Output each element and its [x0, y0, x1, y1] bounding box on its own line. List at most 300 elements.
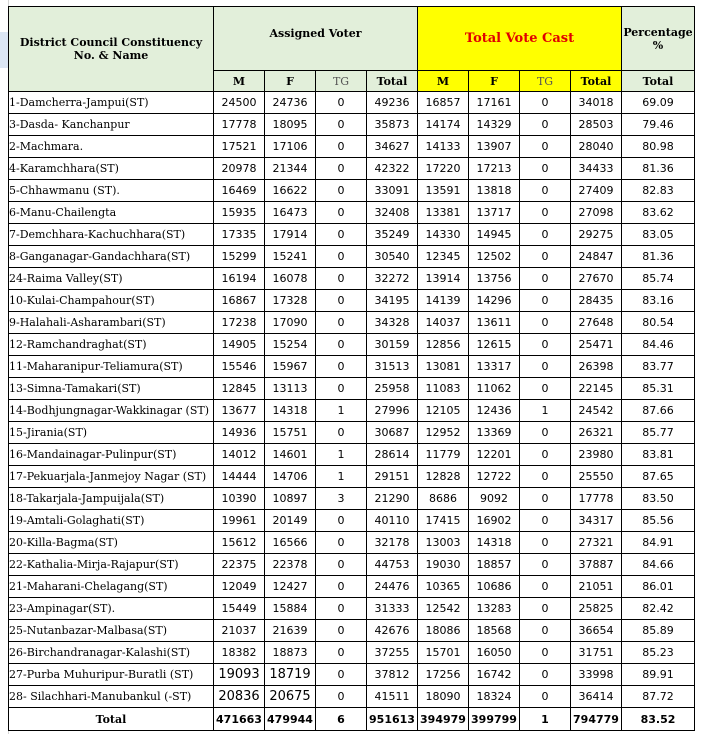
assigned-total-cell[interactable]: 32272: [367, 268, 418, 290]
assigned-f-cell[interactable]: 12427: [265, 576, 316, 598]
assigned-m-cell[interactable]: 20978: [214, 158, 265, 180]
cast-m-cell[interactable]: 12828: [418, 466, 469, 488]
percentage-cell[interactable]: 83.50: [622, 488, 695, 510]
cast-m-cell[interactable]: 17415: [418, 510, 469, 532]
assigned-total-cell[interactable]: 30687: [367, 422, 418, 444]
cast-tg-cell[interactable]: 0: [520, 290, 571, 312]
cast-tg-cell[interactable]: 0: [520, 158, 571, 180]
cast-m-cell[interactable]: 11779: [418, 444, 469, 466]
total-percentage[interactable]: 83.52: [622, 708, 695, 731]
cast-m-cell[interactable]: 13003: [418, 532, 469, 554]
cast-tg-cell[interactable]: 1: [520, 400, 571, 422]
constituency-name-cell[interactable]: 28- Silachhari-Manubankul (-ST): [9, 686, 214, 708]
assigned-total-cell[interactable]: 34627: [367, 136, 418, 158]
constituency-name-cell[interactable]: 3-Dasda- Kanchanpur: [9, 114, 214, 136]
cast-m-cell[interactable]: 14037: [418, 312, 469, 334]
assigned-f-cell[interactable]: 20675: [265, 686, 316, 708]
percentage-cell[interactable]: 85.74: [622, 268, 695, 290]
constituency-name-cell[interactable]: 6-Manu-Chailengta: [9, 202, 214, 224]
cast-m-cell[interactable]: 14139: [418, 290, 469, 312]
cast-total-cell[interactable]: 31751: [571, 642, 622, 664]
assigned-f-cell[interactable]: 15884: [265, 598, 316, 620]
assigned-total-cell[interactable]: 30159: [367, 334, 418, 356]
assigned-f-cell[interactable]: 14318: [265, 400, 316, 422]
subheader-cast-total[interactable]: Total: [571, 71, 622, 92]
cast-f-cell[interactable]: 12201: [469, 444, 520, 466]
assigned-f-cell[interactable]: 24736: [265, 92, 316, 114]
cast-f-cell[interactable]: 13369: [469, 422, 520, 444]
cast-total-cell[interactable]: 34018: [571, 92, 622, 114]
assigned-total-cell[interactable]: 41511: [367, 686, 418, 708]
assigned-m-cell[interactable]: 12049: [214, 576, 265, 598]
percentage-cell[interactable]: 85.77: [622, 422, 695, 444]
constituency-name-cell[interactable]: 22-Kathalia-Mirja-Rajapur(ST): [9, 554, 214, 576]
percentage-cell[interactable]: 80.98: [622, 136, 695, 158]
cast-tg-cell[interactable]: 0: [520, 532, 571, 554]
cast-m-cell[interactable]: 12952: [418, 422, 469, 444]
assigned-tg-cell[interactable]: 0: [316, 312, 367, 334]
assigned-m-cell[interactable]: 14936: [214, 422, 265, 444]
cast-m-cell[interactable]: 14133: [418, 136, 469, 158]
constituency-name-cell[interactable]: 8-Ganganagar-Gandachhara(ST): [9, 246, 214, 268]
cast-total-cell[interactable]: 27409: [571, 180, 622, 202]
assigned-f-cell[interactable]: 15967: [265, 356, 316, 378]
assigned-tg-cell[interactable]: 0: [316, 334, 367, 356]
cast-m-cell[interactable]: 13081: [418, 356, 469, 378]
assigned-tg-cell[interactable]: 0: [316, 686, 367, 708]
cast-total-cell[interactable]: 27670: [571, 268, 622, 290]
percentage-cell[interactable]: 83.77: [622, 356, 695, 378]
assigned-m-cell[interactable]: 15612: [214, 532, 265, 554]
cast-f-cell[interactable]: 16902: [469, 510, 520, 532]
assigned-m-cell[interactable]: 24500: [214, 92, 265, 114]
constituency-name-cell[interactable]: 4-Karamchhara(ST): [9, 158, 214, 180]
cast-m-cell[interactable]: 18086: [418, 620, 469, 642]
assigned-m-cell[interactable]: 19093: [214, 664, 265, 686]
cast-tg-cell[interactable]: 0: [520, 224, 571, 246]
assigned-tg-cell[interactable]: 0: [316, 664, 367, 686]
assigned-total-cell[interactable]: 42676: [367, 620, 418, 642]
assigned-f-cell[interactable]: 16566: [265, 532, 316, 554]
assigned-m-cell[interactable]: 17335: [214, 224, 265, 246]
assigned-total-cell[interactable]: 37255: [367, 642, 418, 664]
assigned-total-cell[interactable]: 32408: [367, 202, 418, 224]
assigned-tg-cell[interactable]: 0: [316, 202, 367, 224]
assigned-tg-cell[interactable]: 0: [316, 136, 367, 158]
assigned-tg-cell[interactable]: 0: [316, 158, 367, 180]
assigned-total-cell[interactable]: 21290: [367, 488, 418, 510]
cast-tg-cell[interactable]: 0: [520, 510, 571, 532]
assigned-m-cell[interactable]: 14444: [214, 466, 265, 488]
assigned-f-cell[interactable]: 16473: [265, 202, 316, 224]
assigned-m-cell[interactable]: 14012: [214, 444, 265, 466]
assigned-total-cell[interactable]: 34328: [367, 312, 418, 334]
assigned-m-cell[interactable]: 10390: [214, 488, 265, 510]
cast-m-cell[interactable]: 13914: [418, 268, 469, 290]
assigned-m-cell[interactable]: 17521: [214, 136, 265, 158]
cast-m-cell[interactable]: 14330: [418, 224, 469, 246]
assigned-f-cell[interactable]: 17106: [265, 136, 316, 158]
assigned-m-cell[interactable]: 16867: [214, 290, 265, 312]
assigned-tg-cell[interactable]: 0: [316, 268, 367, 290]
cast-total-cell[interactable]: 28040: [571, 136, 622, 158]
cast-tg-cell[interactable]: 0: [520, 136, 571, 158]
assigned-tg-cell[interactable]: 0: [316, 378, 367, 400]
assigned-m-cell[interactable]: 13677: [214, 400, 265, 422]
percentage-cell[interactable]: 84.46: [622, 334, 695, 356]
assigned-tg-cell[interactable]: 3: [316, 488, 367, 510]
cast-total-cell[interactable]: 25550: [571, 466, 622, 488]
percentage-cell[interactable]: 83.81: [622, 444, 695, 466]
assigned-m-cell[interactable]: 16194: [214, 268, 265, 290]
constituency-name-cell[interactable]: 23-Ampinagar(ST).: [9, 598, 214, 620]
assigned-m-cell[interactable]: 20836: [214, 686, 265, 708]
assigned-m-cell[interactable]: 15299: [214, 246, 265, 268]
cast-m-cell[interactable]: 19030: [418, 554, 469, 576]
cast-f-cell[interactable]: 13907: [469, 136, 520, 158]
assigned-tg-cell[interactable]: 0: [316, 642, 367, 664]
total-cast-m[interactable]: 394979: [418, 708, 469, 731]
assigned-total-cell[interactable]: 34195: [367, 290, 418, 312]
assigned-total-cell[interactable]: 24476: [367, 576, 418, 598]
percentage-cell[interactable]: 81.36: [622, 246, 695, 268]
cast-m-cell[interactable]: 12542: [418, 598, 469, 620]
cast-f-cell[interactable]: 18857: [469, 554, 520, 576]
cast-total-cell[interactable]: 25471: [571, 334, 622, 356]
assigned-total-cell[interactable]: 40110: [367, 510, 418, 532]
assigned-tg-cell[interactable]: 0: [316, 290, 367, 312]
cast-f-cell[interactable]: 13717: [469, 202, 520, 224]
assigned-f-cell[interactable]: 15241: [265, 246, 316, 268]
cast-m-cell[interactable]: 8686: [418, 488, 469, 510]
assigned-tg-cell[interactable]: 0: [316, 510, 367, 532]
cast-f-cell[interactable]: 13317: [469, 356, 520, 378]
assigned-total-cell[interactable]: 42322: [367, 158, 418, 180]
assigned-f-cell[interactable]: 18719: [265, 664, 316, 686]
cast-m-cell[interactable]: 15701: [418, 642, 469, 664]
subheader-assigned-f[interactable]: F: [265, 71, 316, 92]
assigned-f-cell[interactable]: 13113: [265, 378, 316, 400]
cast-tg-cell[interactable]: 0: [520, 554, 571, 576]
percentage-cell[interactable]: 89.91: [622, 664, 695, 686]
assigned-total-cell[interactable]: 28614: [367, 444, 418, 466]
cast-f-cell[interactable]: 13818: [469, 180, 520, 202]
cast-f-cell[interactable]: 16742: [469, 664, 520, 686]
cast-total-cell[interactable]: 26321: [571, 422, 622, 444]
assigned-f-cell[interactable]: 21639: [265, 620, 316, 642]
assigned-m-cell[interactable]: 22375: [214, 554, 265, 576]
assigned-m-cell[interactable]: 18382: [214, 642, 265, 664]
assigned-tg-cell[interactable]: 0: [316, 224, 367, 246]
constituency-name-cell[interactable]: 7-Demchhara-Kachuchhara(ST): [9, 224, 214, 246]
cast-total-cell[interactable]: 24542: [571, 400, 622, 422]
percentage-cell[interactable]: 85.56: [622, 510, 695, 532]
cast-total-cell[interactable]: 34433: [571, 158, 622, 180]
percentage-cell[interactable]: 82.42: [622, 598, 695, 620]
cast-total-cell[interactable]: 37887: [571, 554, 622, 576]
cast-m-cell[interactable]: 12856: [418, 334, 469, 356]
constituency-name-cell[interactable]: 15-Jirania(ST): [9, 422, 214, 444]
cast-m-cell[interactable]: 13381: [418, 202, 469, 224]
assigned-tg-cell[interactable]: 0: [316, 422, 367, 444]
cast-tg-cell[interactable]: 0: [520, 246, 571, 268]
cast-total-cell[interactable]: 36654: [571, 620, 622, 642]
cast-total-cell[interactable]: 24847: [571, 246, 622, 268]
constituency-name-cell[interactable]: 17-Pekuarjala-Janmejoy Nagar (ST): [9, 466, 214, 488]
assigned-tg-cell[interactable]: 0: [316, 356, 367, 378]
cast-f-cell[interactable]: 17161: [469, 92, 520, 114]
assigned-total-cell[interactable]: 44753: [367, 554, 418, 576]
assigned-total-cell[interactable]: 27996: [367, 400, 418, 422]
assigned-f-cell[interactable]: 14601: [265, 444, 316, 466]
percentage-cell[interactable]: 85.23: [622, 642, 695, 664]
total-assigned-tg[interactable]: 6: [316, 708, 367, 731]
assigned-f-cell[interactable]: 14706: [265, 466, 316, 488]
assigned-tg-cell[interactable]: 0: [316, 554, 367, 576]
assigned-total-cell[interactable]: 35873: [367, 114, 418, 136]
constituency-name-cell[interactable]: 16-Mandainagar-Pulinpur(ST): [9, 444, 214, 466]
cast-tg-cell[interactable]: 0: [520, 312, 571, 334]
cast-tg-cell[interactable]: 0: [520, 422, 571, 444]
cast-m-cell[interactable]: 11083: [418, 378, 469, 400]
cast-tg-cell[interactable]: 0: [520, 686, 571, 708]
percentage-cell[interactable]: 83.05: [622, 224, 695, 246]
subheader-cast-m[interactable]: M: [418, 71, 469, 92]
assigned-tg-cell[interactable]: 0: [316, 620, 367, 642]
cast-f-cell[interactable]: 10686: [469, 576, 520, 598]
percentage-cell[interactable]: 85.31: [622, 378, 695, 400]
cast-tg-cell[interactable]: 0: [520, 466, 571, 488]
subheader-cast-tg[interactable]: TG: [520, 71, 571, 92]
cast-total-cell[interactable]: 22145: [571, 378, 622, 400]
cast-total-cell[interactable]: 27648: [571, 312, 622, 334]
percentage-cell[interactable]: 82.83: [622, 180, 695, 202]
total-assigned-m[interactable]: 471663: [214, 708, 265, 731]
cast-m-cell[interactable]: 16857: [418, 92, 469, 114]
assigned-tg-cell[interactable]: 0: [316, 92, 367, 114]
assigned-tg-cell[interactable]: 0: [316, 532, 367, 554]
cast-tg-cell[interactable]: 0: [520, 202, 571, 224]
assigned-total-cell[interactable]: 31513: [367, 356, 418, 378]
assigned-total-cell[interactable]: 32178: [367, 532, 418, 554]
constituency-name-cell[interactable]: 9-Halahali-Asharambari(ST): [9, 312, 214, 334]
total-cast-tg[interactable]: 1: [520, 708, 571, 731]
cast-total-cell[interactable]: 29275: [571, 224, 622, 246]
cast-f-cell[interactable]: 12615: [469, 334, 520, 356]
constituency-name-cell[interactable]: 10-Kulai-Champahour(ST): [9, 290, 214, 312]
subheader-cast-f[interactable]: F: [469, 71, 520, 92]
constituency-name-cell[interactable]: 26-Birchandranagar-Kalashi(ST): [9, 642, 214, 664]
constituency-name-cell[interactable]: 20-Killa-Bagma(ST): [9, 532, 214, 554]
total-assigned-total[interactable]: 951613: [367, 708, 418, 731]
cast-f-cell[interactable]: 11062: [469, 378, 520, 400]
cast-total-cell[interactable]: 33998: [571, 664, 622, 686]
cast-f-cell[interactable]: 12722: [469, 466, 520, 488]
constituency-name-cell[interactable]: 25-Nutanbazar-Malbasa(ST): [9, 620, 214, 642]
assigned-total-cell[interactable]: 31333: [367, 598, 418, 620]
assigned-total-cell[interactable]: 37812: [367, 664, 418, 686]
subheader-assigned-m[interactable]: M: [214, 71, 265, 92]
cast-m-cell[interactable]: 18090: [418, 686, 469, 708]
assigned-m-cell[interactable]: 17238: [214, 312, 265, 334]
percentage-cell[interactable]: 85.89: [622, 620, 695, 642]
percentage-cell[interactable]: 84.66: [622, 554, 695, 576]
cast-tg-cell[interactable]: 0: [520, 598, 571, 620]
percentage-cell[interactable]: 86.01: [622, 576, 695, 598]
assigned-m-cell[interactable]: 16469: [214, 180, 265, 202]
cast-f-cell[interactable]: 17213: [469, 158, 520, 180]
assigned-total-cell[interactable]: 49236: [367, 92, 418, 114]
cast-total-cell[interactable]: 36414: [571, 686, 622, 708]
cast-tg-cell[interactable]: 0: [520, 620, 571, 642]
percentage-cell[interactable]: 80.54: [622, 312, 695, 334]
percentage-cell[interactable]: 69.09: [622, 92, 695, 114]
cast-total-cell[interactable]: 26398: [571, 356, 622, 378]
percentage-cell[interactable]: 87.65: [622, 466, 695, 488]
cast-f-cell[interactable]: 12502: [469, 246, 520, 268]
cast-f-cell[interactable]: 12436: [469, 400, 520, 422]
cast-total-cell[interactable]: 28435: [571, 290, 622, 312]
cast-tg-cell[interactable]: 0: [520, 268, 571, 290]
assigned-f-cell[interactable]: 21344: [265, 158, 316, 180]
cast-f-cell[interactable]: 14329: [469, 114, 520, 136]
cast-tg-cell[interactable]: 0: [520, 180, 571, 202]
assigned-f-cell[interactable]: 17914: [265, 224, 316, 246]
total-cast-total[interactable]: 794779: [571, 708, 622, 731]
percentage-cell[interactable]: 79.46: [622, 114, 695, 136]
cast-tg-cell[interactable]: 0: [520, 92, 571, 114]
assigned-tg-cell[interactable]: 1: [316, 400, 367, 422]
assigned-total-cell[interactable]: 29151: [367, 466, 418, 488]
constituency-name-cell[interactable]: 13-Simna-Tamakari(ST): [9, 378, 214, 400]
constituency-name-cell[interactable]: 5-Chhawmanu (ST).: [9, 180, 214, 202]
assigned-tg-cell[interactable]: 0: [316, 598, 367, 620]
cast-f-cell[interactable]: 13611: [469, 312, 520, 334]
assigned-f-cell[interactable]: 18873: [265, 642, 316, 664]
assigned-f-cell[interactable]: 17328: [265, 290, 316, 312]
cast-tg-cell[interactable]: 0: [520, 356, 571, 378]
cast-m-cell[interactable]: 14174: [418, 114, 469, 136]
cast-tg-cell[interactable]: 0: [520, 664, 571, 686]
cast-tg-cell[interactable]: 0: [520, 114, 571, 136]
cast-tg-cell[interactable]: 0: [520, 642, 571, 664]
total-label[interactable]: Total: [9, 708, 214, 731]
assigned-total-cell[interactable]: 25958: [367, 378, 418, 400]
cast-total-cell[interactable]: 25825: [571, 598, 622, 620]
cast-total-cell[interactable]: 27098: [571, 202, 622, 224]
assigned-f-cell[interactable]: 10897: [265, 488, 316, 510]
cast-tg-cell[interactable]: 0: [520, 334, 571, 356]
assigned-f-cell[interactable]: 17090: [265, 312, 316, 334]
assigned-f-cell[interactable]: 16622: [265, 180, 316, 202]
cast-f-cell[interactable]: 9092: [469, 488, 520, 510]
constituency-name-cell[interactable]: 1-Damcherra-Jampui(ST): [9, 92, 214, 114]
assigned-tg-cell[interactable]: 0: [316, 180, 367, 202]
assigned-f-cell[interactable]: 18095: [265, 114, 316, 136]
total-cast-f[interactable]: 399799: [469, 708, 520, 731]
assigned-f-cell[interactable]: 15254: [265, 334, 316, 356]
assigned-tg-cell[interactable]: 1: [316, 466, 367, 488]
total-assigned-f[interactable]: 479944: [265, 708, 316, 731]
cast-total-cell[interactable]: 28503: [571, 114, 622, 136]
percentage-cell[interactable]: 83.16: [622, 290, 695, 312]
cast-f-cell[interactable]: 13756: [469, 268, 520, 290]
percentage-cell[interactable]: 87.72: [622, 686, 695, 708]
constituency-name-cell[interactable]: 24-Raima Valley(ST): [9, 268, 214, 290]
assigned-f-cell[interactable]: 16078: [265, 268, 316, 290]
assigned-m-cell[interactable]: 19961: [214, 510, 265, 532]
assigned-f-cell[interactable]: 15751: [265, 422, 316, 444]
cast-f-cell[interactable]: 13283: [469, 598, 520, 620]
cast-m-cell[interactable]: 17220: [418, 158, 469, 180]
cast-total-cell[interactable]: 17778: [571, 488, 622, 510]
cast-f-cell[interactable]: 18568: [469, 620, 520, 642]
constituency-name-cell[interactable]: 21-Maharani-Chelagang(ST): [9, 576, 214, 598]
cast-f-cell[interactable]: 18324: [469, 686, 520, 708]
assigned-tg-cell[interactable]: 1: [316, 444, 367, 466]
assigned-tg-cell[interactable]: 0: [316, 246, 367, 268]
constituency-name-cell[interactable]: 2-Machmara.: [9, 136, 214, 158]
assigned-m-cell[interactable]: 15449: [214, 598, 265, 620]
assigned-m-cell[interactable]: 15546: [214, 356, 265, 378]
cast-m-cell[interactable]: 17256: [418, 664, 469, 686]
percentage-cell[interactable]: 81.36: [622, 158, 695, 180]
assigned-m-cell[interactable]: 14905: [214, 334, 265, 356]
constituency-name-cell[interactable]: 11-Maharanipur-Teliamura(ST): [9, 356, 214, 378]
cast-f-cell[interactable]: 14296: [469, 290, 520, 312]
constituency-name-cell[interactable]: 19-Amtali-Golaghati(ST): [9, 510, 214, 532]
assigned-tg-cell[interactable]: 0: [316, 114, 367, 136]
cast-m-cell[interactable]: 13591: [418, 180, 469, 202]
percentage-cell[interactable]: 87.66: [622, 400, 695, 422]
percentage-cell[interactable]: 84.91: [622, 532, 695, 554]
assigned-m-cell[interactable]: 15935: [214, 202, 265, 224]
cast-total-cell[interactable]: 21051: [571, 576, 622, 598]
cast-m-cell[interactable]: 12105: [418, 400, 469, 422]
assigned-m-cell[interactable]: 17778: [214, 114, 265, 136]
percentage-cell[interactable]: 83.62: [622, 202, 695, 224]
cast-f-cell[interactable]: 16050: [469, 642, 520, 664]
cast-total-cell[interactable]: 23980: [571, 444, 622, 466]
subheader-assigned-tg[interactable]: TG: [316, 71, 367, 92]
cast-m-cell[interactable]: 10365: [418, 576, 469, 598]
assigned-total-cell[interactable]: 33091: [367, 180, 418, 202]
assigned-m-cell[interactable]: 21037: [214, 620, 265, 642]
assigned-m-cell[interactable]: 12845: [214, 378, 265, 400]
constituency-name-cell[interactable]: 12-Ramchandraghat(ST): [9, 334, 214, 356]
header-assigned-voter[interactable]: Assigned Voter: [214, 7, 418, 71]
constituency-name-cell[interactable]: 27-Purba Muhuripur-Buratli (ST): [9, 664, 214, 686]
header-constituency[interactable]: District Council Constituency No. & Name: [9, 7, 214, 92]
assigned-f-cell[interactable]: 20149: [265, 510, 316, 532]
assigned-total-cell[interactable]: 30540: [367, 246, 418, 268]
cast-f-cell[interactable]: 14945: [469, 224, 520, 246]
header-total-vote-cast[interactable]: Total Vote Cast: [418, 7, 622, 71]
cast-m-cell[interactable]: 12345: [418, 246, 469, 268]
header-percentage[interactable]: Percentage %: [622, 7, 695, 71]
subheader-assigned-total[interactable]: Total: [367, 71, 418, 92]
assigned-f-cell[interactable]: 22378: [265, 554, 316, 576]
cast-f-cell[interactable]: 14318: [469, 532, 520, 554]
constituency-name-cell[interactable]: 18-Takarjala-Jampuijala(ST): [9, 488, 214, 510]
cast-total-cell[interactable]: 34317: [571, 510, 622, 532]
assigned-tg-cell[interactable]: 0: [316, 576, 367, 598]
subheader-percentage-total[interactable]: Total: [622, 71, 695, 92]
assigned-total-cell[interactable]: 35249: [367, 224, 418, 246]
cast-tg-cell[interactable]: 0: [520, 444, 571, 466]
cast-total-cell[interactable]: 27321: [571, 532, 622, 554]
constituency-name-cell[interactable]: 14-Bodhjungnagar-Wakkinagar (ST): [9, 400, 214, 422]
